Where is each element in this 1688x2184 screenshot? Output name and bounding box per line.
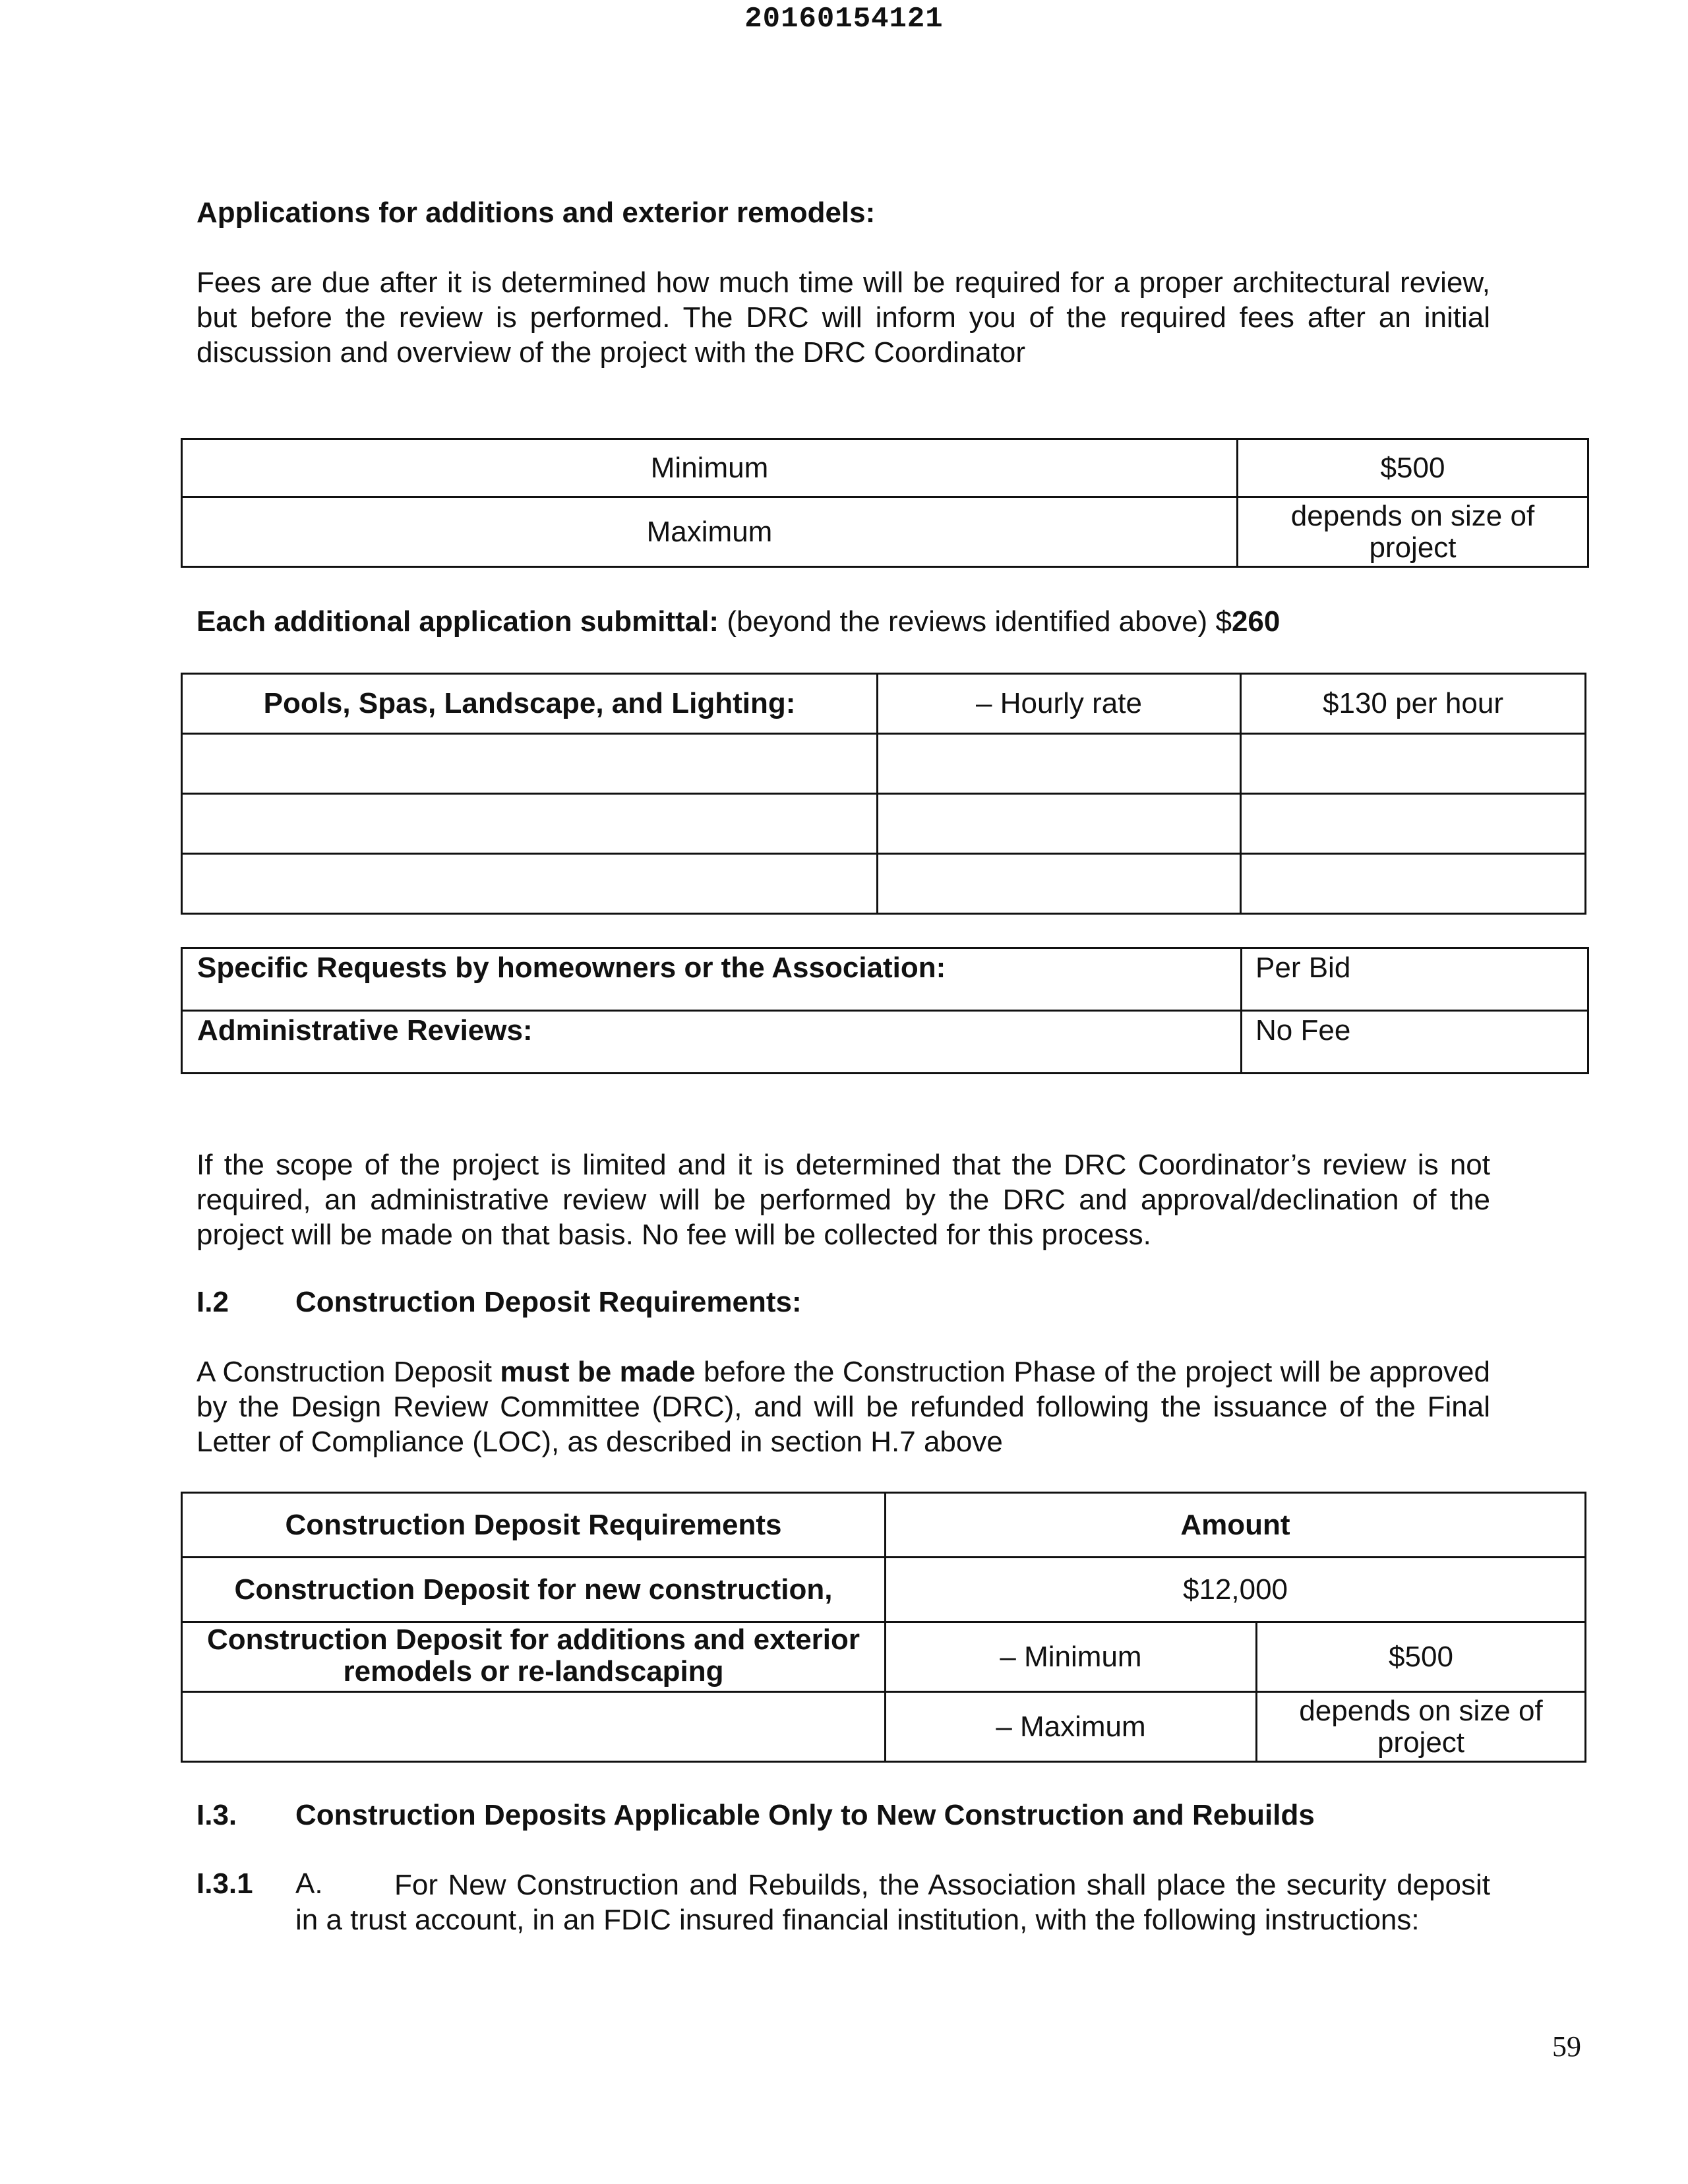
fee-row-minimum	[182, 439, 1588, 497]
empty-cell	[878, 854, 1241, 914]
deposit-minimum-value: $500	[1257, 1622, 1586, 1692]
additional-submittal-currency: $	[1215, 605, 1232, 638]
section-i2-text-after: before the Construction Phase of the project will be approved by the Design Review Committee (DRC), and will be refunded following the issuance of the Final Letter of Compliance (LOC), as described in section H.7 above	[196, 1356, 1490, 1458]
pools-empty-row	[182, 794, 1586, 854]
section-i2-text-bold: must be made	[500, 1356, 696, 1388]
page-number: 59	[1552, 2030, 1581, 2063]
deposit-minimum-row	[182, 1622, 1586, 1692]
requests-value: No Fee	[1242, 1011, 1588, 1074]
additional-submittal-label: Each additional application submittal:	[196, 605, 719, 638]
deposit-new-construction-amount: $12,000	[886, 1558, 1586, 1622]
fee-value: $500	[1238, 439, 1588, 497]
pools-row	[182, 674, 1586, 734]
requests-row	[182, 1011, 1588, 1074]
deposit-header-row	[182, 1493, 1586, 1558]
deposit-new-construction-row	[182, 1558, 1586, 1622]
fee-table	[181, 438, 1589, 568]
empty-cell	[878, 794, 1241, 854]
deposit-minimum-label: – Minimum	[886, 1622, 1257, 1692]
deposit-table	[181, 1492, 1586, 1763]
fee-label: Maximum	[182, 497, 1238, 567]
section-i3-number: I.3.	[196, 1799, 237, 1831]
requests-table	[181, 947, 1589, 1074]
section-i31-text: For New Construction and Rebuilds, the Association shall place the security deposit in a trust account, in an FDIC insured financial institution, with the following instructions:	[295, 1869, 1490, 1936]
deposit-new-construction-label: Construction Deposit for new construction,	[182, 1558, 886, 1622]
deposit-header-requirements: Construction Deposit Requirements	[182, 1493, 886, 1558]
section-i2-text-before: A Construction Deposit	[196, 1356, 500, 1388]
document-number: 20160154121	[744, 3, 944, 36]
pools-empty-row	[182, 854, 1586, 914]
empty-cell	[182, 734, 878, 794]
pools-rate: $130 per hour	[1241, 674, 1586, 734]
deposit-maximum-value: depends on size of project	[1257, 1692, 1586, 1762]
additional-submittal-amount: 260	[1231, 605, 1281, 638]
section-i31-number: I.3.1	[196, 1867, 253, 1900]
requests-value: Per Bid	[1242, 948, 1588, 1011]
requests-row	[182, 948, 1588, 1011]
pools-rate-label: – Hourly rate	[878, 674, 1241, 734]
section-i31-letter: A.	[295, 1867, 323, 1900]
additions-heading: Applications for additions and exterior remodels:	[196, 197, 876, 229]
section-i3-title: Construction Deposits Applicable Only to New Construction and Rebuilds	[295, 1799, 1315, 1831]
empty-cell	[182, 1692, 886, 1762]
fee-row-maximum	[182, 497, 1588, 567]
pools-label: Pools, Spas, Landscape, and Lighting:	[182, 674, 878, 734]
additional-submittal-line	[196, 605, 1280, 638]
deposit-header-amount: Amount	[886, 1493, 1586, 1558]
section-i2-paragraph	[196, 1354, 1490, 1459]
requests-label: Specific Requests by homeowners or the Association:	[182, 948, 1242, 1011]
empty-cell	[878, 734, 1241, 794]
section-i2-title: Construction Deposit Requirements:	[295, 1286, 802, 1318]
pools-empty-row	[182, 734, 1586, 794]
additional-submittal-note: (beyond the reviews identified above)	[727, 605, 1208, 638]
scope-paragraph: If the scope of the project is limited and it is determined that the DRC Coordinator’s review is not required, an administrative review will be performed by the DRC and approval/declination of the project will be made on that basis. No fee will be collected for this process.	[196, 1149, 1490, 1251]
deposit-maximum-label: – Maximum	[886, 1692, 1257, 1762]
deposit-additions-label: Construction Deposit for additions and exterior remodels or re-landscaping	[182, 1622, 886, 1692]
additions-paragraph: Fees are due after it is determined how much time will be required for a proper architectural review, but before the review is performed. The DRC will inform you of the required fees after an initial discussion and overview of the project with the DRC Coordinator	[196, 266, 1490, 369]
pools-table	[181, 673, 1586, 915]
fee-value: depends on size of project	[1238, 497, 1588, 567]
section-i2-number: I.2	[196, 1286, 229, 1318]
empty-cell	[1241, 794, 1586, 854]
requests-label: Administrative Reviews:	[182, 1011, 1242, 1074]
empty-cell	[182, 854, 878, 914]
empty-cell	[182, 794, 878, 854]
deposit-maximum-row	[182, 1692, 1586, 1762]
empty-cell	[1241, 734, 1586, 794]
fee-label: Minimum	[182, 439, 1238, 497]
empty-cell	[1241, 854, 1586, 914]
